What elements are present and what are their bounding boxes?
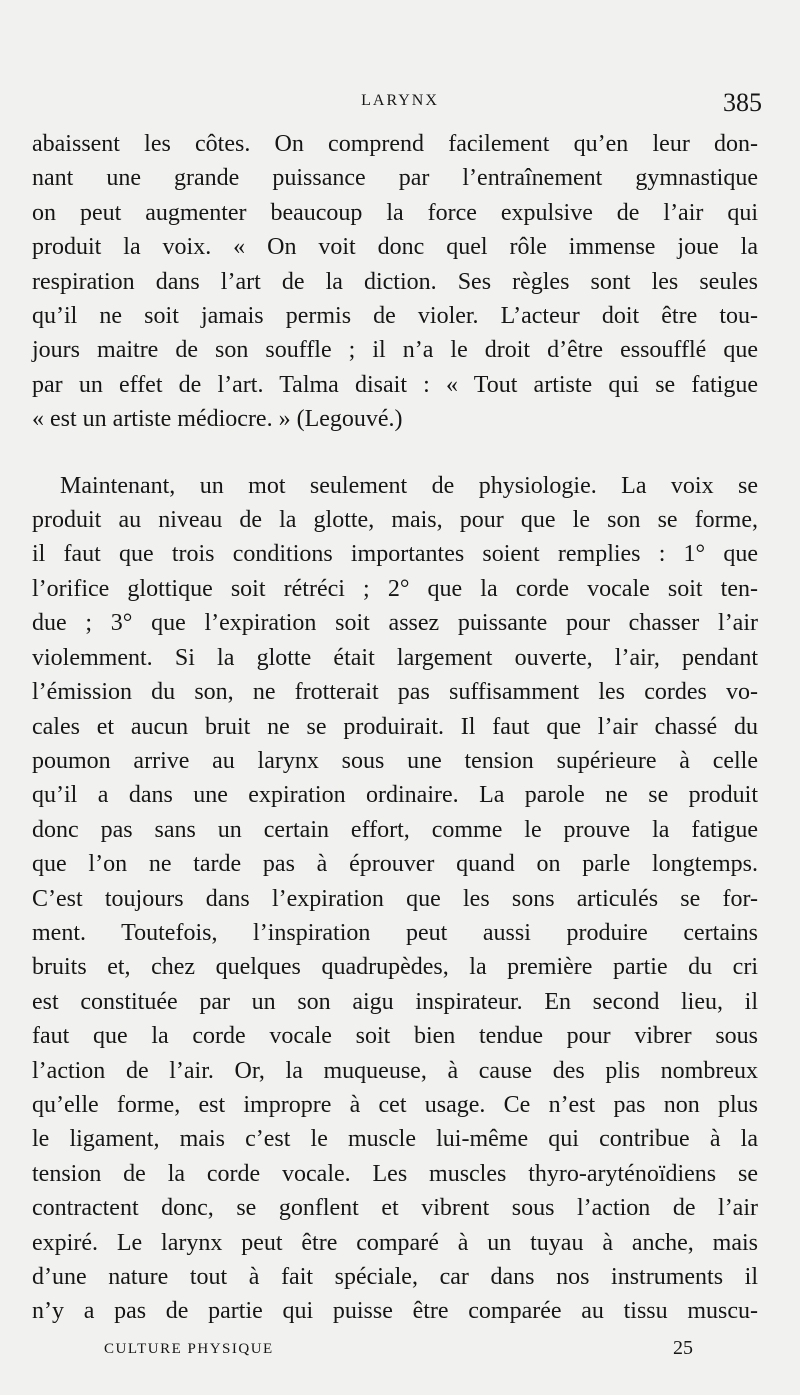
text-line: que l’on ne tarde pas à éprouver quand on parle longtemps.	[32, 851, 758, 878]
signature-number: 25	[673, 1337, 693, 1359]
text-line: qu’il a dans une expiration ordinaire. La parole ne se produit	[32, 782, 758, 809]
page-footer	[0, 1337, 800, 1367]
text-line: nant une grande puissance par l’entraînement gymnastique	[32, 165, 758, 192]
text-line: l’orifice glottique soit rétréci ; 2° que la corde vocale soit ten-	[32, 575, 758, 602]
text-line: par un effet de l’art. Talma disait : « Tout artiste qui se fatigue	[32, 371, 758, 398]
body-text	[32, 127, 758, 1329]
text-line: l’émission du son, ne frotterait pas suffisamment les cordes vo-	[32, 679, 758, 706]
text-line: jours maitre de son souffle ; il n’a le droit d’être essoufflé que	[32, 337, 758, 364]
text-line: l’action de l’air. Or, la muqueuse, à cause des plis nombreux	[32, 1057, 758, 1084]
text-line: poumon arrive au larynx sous une tension supérieure à celle	[32, 747, 758, 774]
running-title: LARYNX	[361, 92, 439, 109]
text-line: « est un artiste médiocre. » (Legouvé.)	[32, 406, 403, 433]
running-header	[0, 88, 800, 122]
text-line: contractent donc, se gonflent et vibrent sous l’action de l’air	[32, 1195, 758, 1222]
text-line: C’est toujours dans l’expiration que les sons articulés se for-	[32, 885, 758, 912]
text-line: expiré. Le larynx peut être comparé à un tuyau à anche, mais	[32, 1229, 758, 1256]
text-line: qu’elle forme, est impropre à cet usage. Ce n’est pas non plus	[32, 1091, 758, 1118]
text-line: bruits et, chez quelques quadrupèdes, la première partie du cri	[32, 954, 758, 981]
signature-mark: CULTURE PHYSIQUE	[104, 1341, 274, 1357]
text-line: produit au niveau de la glotte, mais, pour que le son se forme,	[32, 507, 758, 534]
text-line: tension de la corde vocale. Les muscles thyro-aryténoïdiens se	[32, 1160, 758, 1187]
text-line: le ligament, mais c’est le muscle lui-même qui contribue à la	[32, 1126, 758, 1153]
page-number: 385	[723, 88, 762, 117]
text-line: il faut que trois conditions importantes soient remplies : 1° que	[32, 541, 758, 568]
text-line: cales et aucun bruit ne se produirait. Il faut que l’air chassé du	[32, 713, 758, 740]
text-line: d’une nature tout à fait spéciale, car dans nos instruments il	[32, 1264, 758, 1290]
text-line: due ; 3° que l’expiration soit assez puissante pour chasser l’air	[32, 610, 758, 637]
paragraph-2	[32, 469, 758, 1329]
text-line: violemment. Si la glotte était largement ouverte, l’air, pendant	[32, 644, 758, 671]
text-line: Maintenant, un mot seulement de physiologie. La voix se	[60, 472, 758, 499]
text-line: est constituée par un son aigu inspirateur. En second lieu, il	[32, 988, 758, 1015]
text-line: abaissent les côtes. On comprend facilement qu’en leur don-	[32, 131, 758, 157]
text-line: n’y a pas de partie qui puisse être comparée au tissu muscu-	[32, 1298, 758, 1325]
text-line: produit la voix. « On voit donc quel rôle immense joue la	[32, 234, 758, 261]
paragraph-1	[32, 127, 758, 437]
text-line: faut que la corde vocale soit bien tendue pour vibrer sous	[32, 1023, 758, 1050]
text-line: donc pas sans un certain effort, comme le prouve la fatigue	[32, 816, 758, 843]
text-line: ment. Toutefois, l’inspiration peut aussi produire certains	[32, 919, 758, 946]
text-line: respiration dans l’art de la diction. Ses règles sont les seules	[32, 268, 758, 295]
text-line: on peut augmenter beaucoup la force expulsive de l’air qui	[32, 199, 758, 226]
text-line: qu’il ne soit jamais permis de violer. L’acteur doit être tou-	[32, 303, 758, 330]
